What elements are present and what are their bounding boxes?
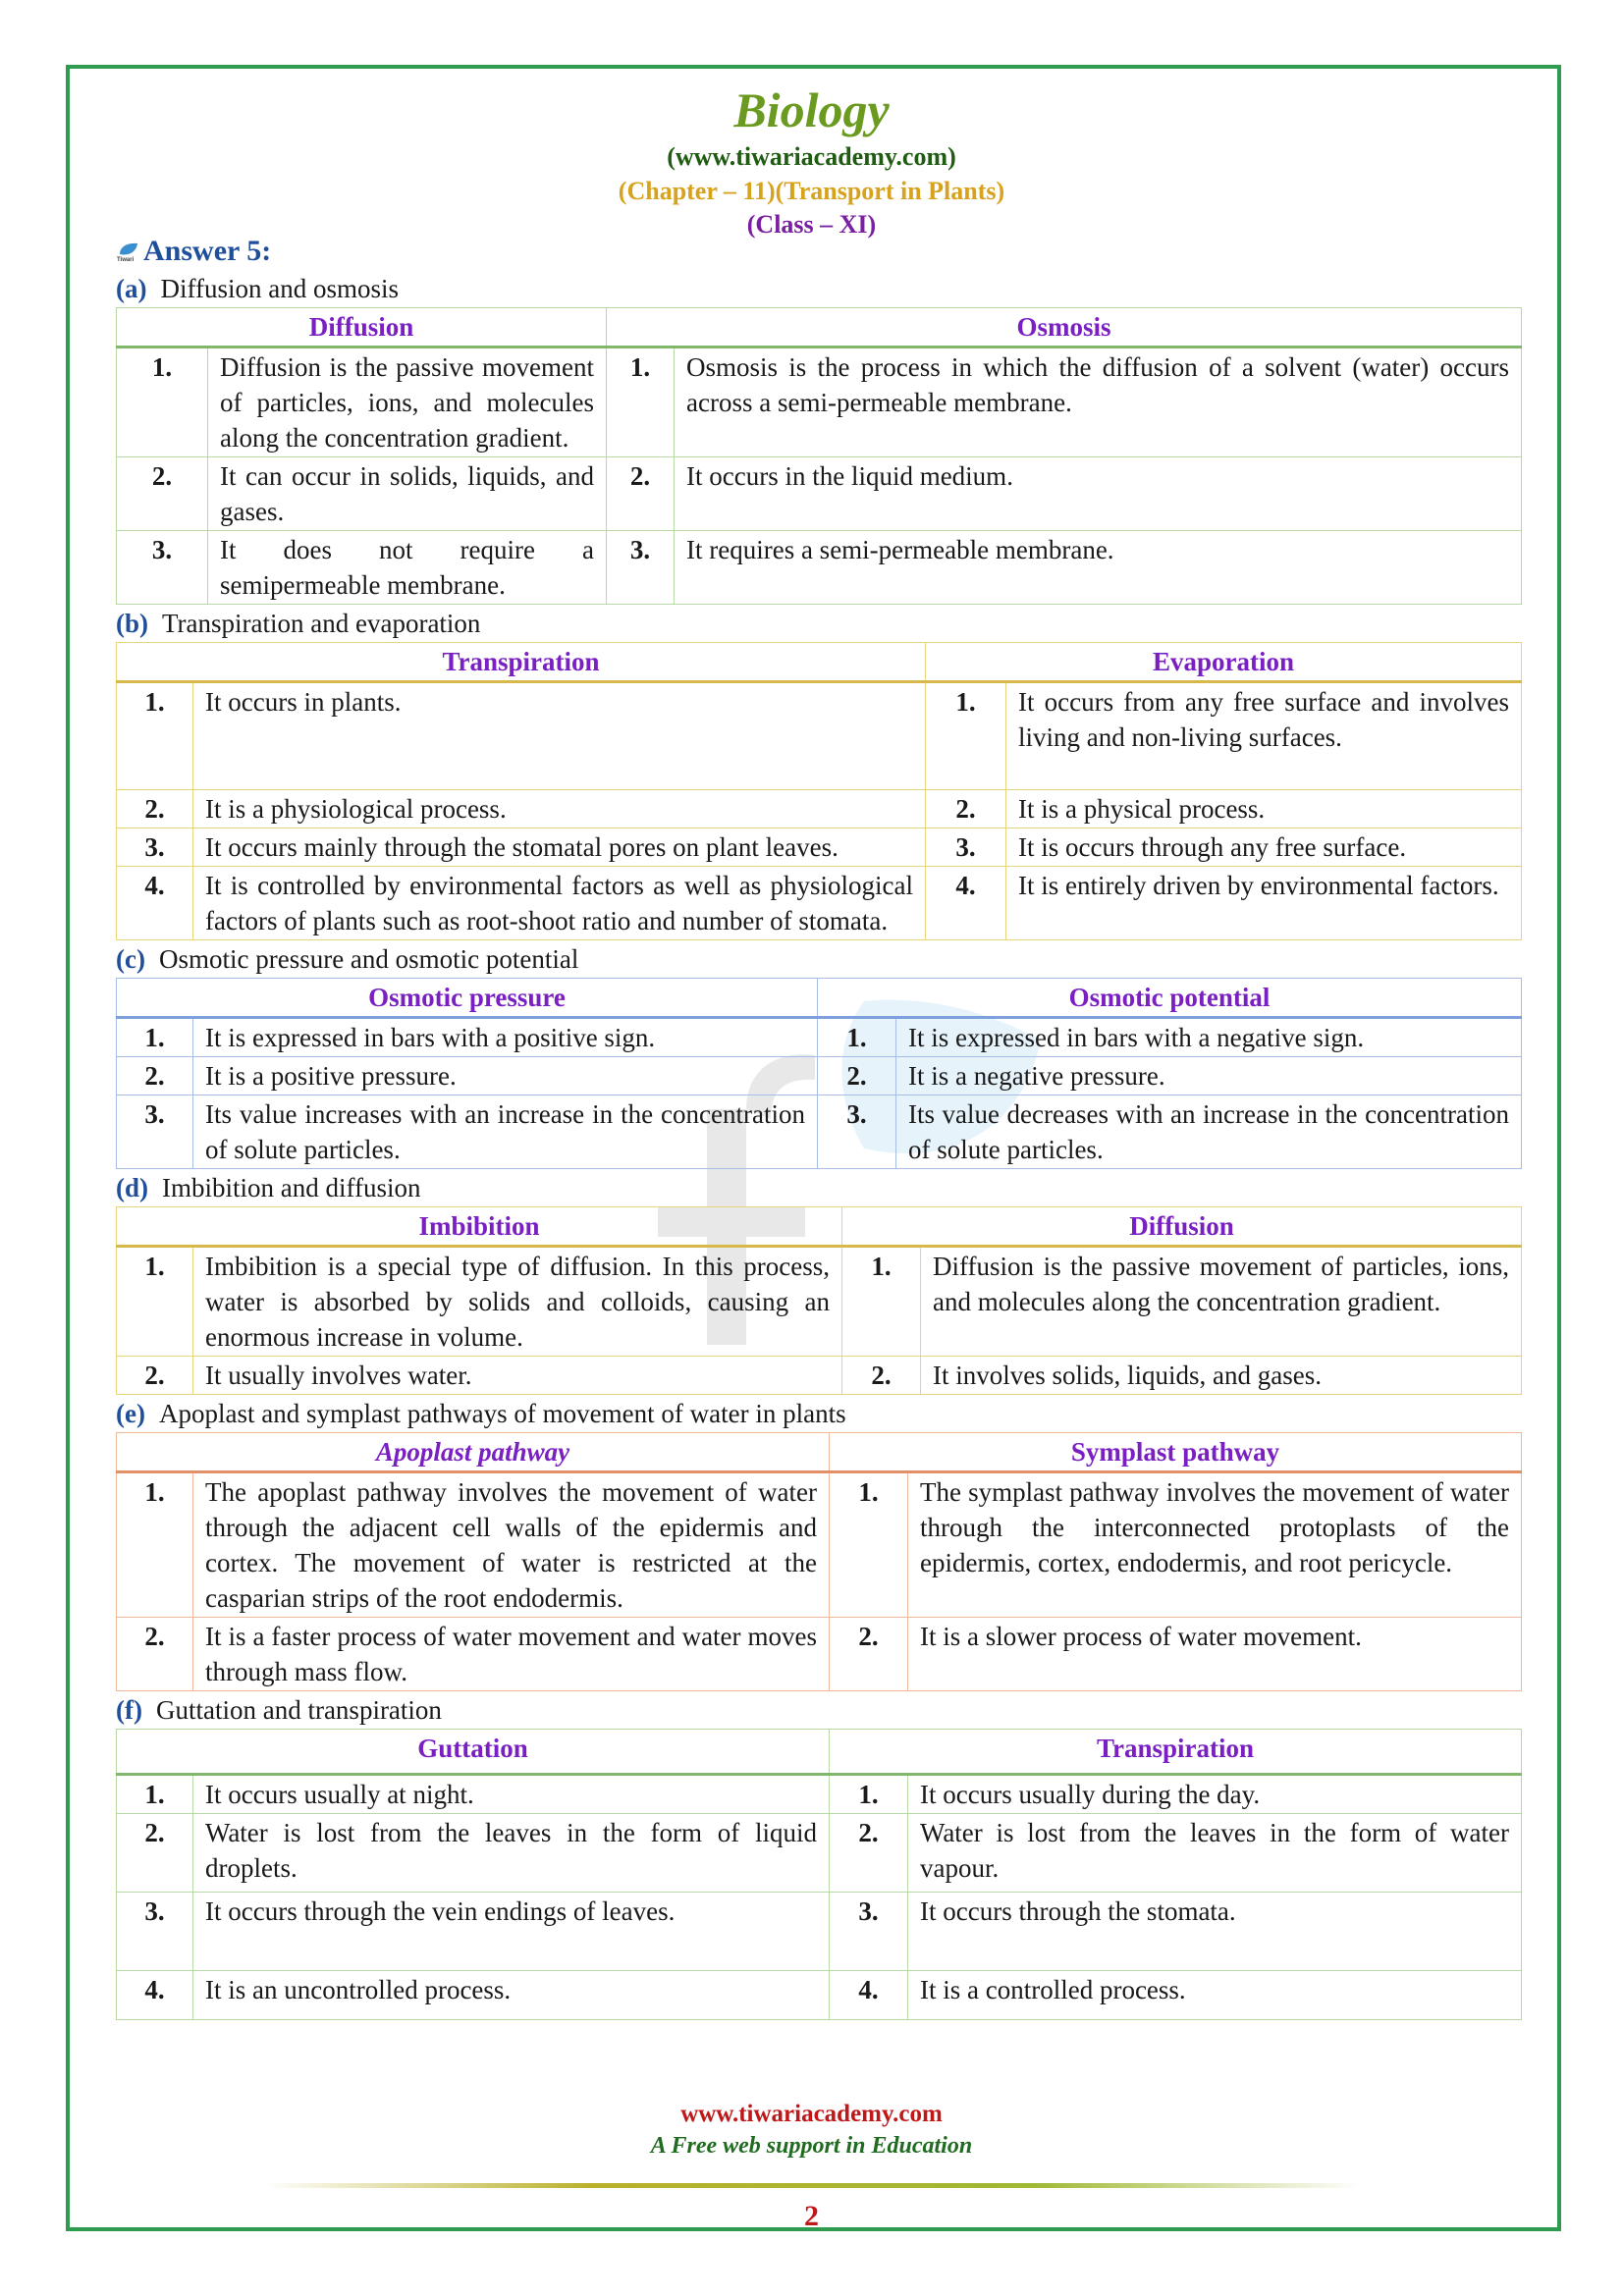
row-number: 2. [117,1814,193,1893]
table-row [117,1018,1522,1057]
row-number: 3. [117,1095,193,1169]
row-number: 3. [117,828,193,867]
cell-right: It occurs through the stomata. [908,1893,1522,1971]
cell-right: It is a physical process. [1006,790,1522,828]
page-footer [0,2099,1623,2162]
cell-right: The symplast pathway involves the movement of water through the interconnected protoplasts of the epidermis, cortex, endodermis, and root pericycle. [908,1472,1522,1618]
tiwari-logo-icon [116,240,141,262]
class-label: (Class – XI) [746,210,877,239]
section-title: Diffusion and osmosis [160,274,399,303]
row-number: 4. [117,1971,193,2020]
table-row [117,1057,1522,1095]
column-header-right: Osmotic potential [818,979,1522,1018]
section-f-heading [116,1691,1522,1729]
cell-left: Its value increases with an increase in the concentration of solute particles. [193,1095,818,1169]
section-e-heading [116,1395,1522,1432]
section-title: Osmotic pressure and osmotic potential [158,944,579,974]
cell-right: Water is lost from the leaves in the form of water vapour. [908,1814,1522,1893]
table-row [117,1247,1522,1357]
cell-left: It is controlled by environmental factors as well as physiological factors of plants such as root-shoot ratio and number of stomata. [193,867,926,940]
row-number: 3. [117,1893,193,1971]
answer-heading [116,233,1522,270]
section-label: (f) [116,1695,142,1725]
svg-text:Tiwari: Tiwari [117,257,135,262]
column-header-left: Apoplast pathway [117,1433,830,1472]
table-row [117,531,1522,605]
cell-left: It is a faster process of water movement and water moves through mass flow. [193,1618,830,1691]
row-number: 2. [117,790,193,828]
row-number: 1. [818,1018,896,1057]
section-label: (b) [116,609,148,638]
table-row [117,347,1522,457]
column-header-right: Osmosis [607,308,1522,347]
footer-website-link[interactable]: www.tiwariacademy.com [680,2101,943,2127]
row-number: 2. [818,1057,896,1095]
row-number: 1. [842,1247,921,1357]
row-number: 2. [830,1814,908,1893]
section-label: (c) [116,944,145,974]
page-number: 2 [804,2200,819,2232]
row-number: 2. [117,1357,193,1395]
cell-left: It occurs mainly through the stomatal pores on plant leaves. [193,828,926,867]
section-b-heading [116,605,1522,642]
cell-left: It does not require a semipermeable membrane. [208,531,607,605]
answer-content [116,233,1522,2020]
cell-left: It occurs through the vein endings of leaves. [193,1893,830,1971]
table-row [117,1095,1522,1169]
cell-left: It is a positive pressure. [193,1057,818,1095]
chapter-title: (Chapter – 11)(Transport in Plants) [618,177,1005,205]
row-number: 1. [830,1775,908,1814]
cell-right: It is occurs through any free surface. [1006,828,1522,867]
cell-left: It occurs usually at night. [193,1775,830,1814]
answer-title: Answer 5: [143,235,272,267]
cell-left: It is expressed in bars with a positive sign. [193,1018,818,1057]
row-number: 3. [607,531,675,605]
row-number: 1. [830,1472,908,1618]
table-row [117,1472,1522,1618]
cell-right: It involves solids, liquids, and gases. [921,1357,1522,1395]
table-header-row [117,1433,1522,1472]
footer-divider [263,2183,1361,2188]
table-header-row [117,1730,1522,1775]
table-row [117,1775,1522,1814]
table-row [117,790,1522,828]
section-title: Apoplast and symplast pathways of movement of water in plants [158,1399,846,1428]
cell-left: It usually involves water. [193,1357,842,1395]
table-row [117,1971,1522,2020]
column-header-right: Evaporation [926,643,1522,682]
row-number: 3. [830,1893,908,1971]
cell-right: It occurs usually during the day. [908,1775,1522,1814]
cell-right: It is a slower process of water movement. [908,1618,1522,1691]
cell-right: Osmosis is the process in which the diffusion of a solvent (water) occurs across a semi-permeable membrane. [675,347,1522,457]
section-label: (e) [116,1399,145,1428]
cell-right: Its value decreases with an increase in the concentration of solute particles. [896,1095,1522,1169]
row-number: 2. [607,457,675,531]
section-c-heading [116,940,1522,978]
table-row [117,457,1522,531]
row-number: 2. [117,457,208,531]
cell-left: It occurs in plants. [193,682,926,790]
row-number: 1. [117,1018,193,1057]
row-number: 2. [842,1357,921,1395]
cell-right: It is entirely driven by environmental factors. [1006,867,1522,940]
column-header-right: Symplast pathway [830,1433,1522,1472]
cell-left: Imbibition is a special type of diffusion. In this process, water is absorbed by solids and colloids, causing an enormous increase in volume. [193,1247,842,1357]
table-imbibition-diffusion [116,1206,1522,1395]
header-website: (www.tiwariacademy.com) [667,142,956,171]
cell-right: It occurs in the liquid medium. [675,457,1522,531]
cell-right: It is expressed in bars with a negative sign. [896,1018,1522,1057]
column-header-left: Osmotic pressure [117,979,818,1018]
row-number: 2. [117,1618,193,1691]
row-number: 3. [926,828,1006,867]
table-header-row [117,643,1522,682]
row-number: 3. [117,531,208,605]
section-a-heading [116,270,1522,307]
table-row [117,1814,1522,1893]
row-number: 4. [117,867,193,940]
section-title: Imbibition and diffusion [162,1173,421,1202]
row-number: 1. [117,1247,193,1357]
subject-title: Biology [733,82,890,137]
column-header-left: Transpiration [117,643,926,682]
table-transpiration-evaporation [116,642,1522,940]
row-number: 1. [117,347,208,457]
row-number: 1. [926,682,1006,790]
table-header-row [117,1207,1522,1247]
row-number: 2. [926,790,1006,828]
column-header-left: Diffusion [117,308,607,347]
cell-right: It occurs from any free surface and involves living and non-living surfaces. [1006,682,1522,790]
column-header-right: Diffusion [842,1207,1522,1247]
page-header [0,80,1623,241]
row-number: 1. [607,347,675,457]
cell-left: It can occur in solids, liquids, and gases. [208,457,607,531]
section-label: (a) [116,274,147,303]
cell-left: Diffusion is the passive movement of particles, ions, and molecules along the concentration gradient. [208,347,607,457]
cell-right: Diffusion is the passive movement of particles, ions, and molecules along the concentration gradient. [921,1247,1522,1357]
cell-left: Water is lost from the leaves in the form of liquid droplets. [193,1814,830,1893]
cell-left: It is an uncontrolled process. [193,1971,830,2020]
footer-tagline: A Free web support in Education [650,2133,973,2159]
cell-left: It is a physiological process. [193,790,926,828]
table-row [117,828,1522,867]
row-number: 2. [830,1618,908,1691]
table-apoplast-symplast [116,1432,1522,1691]
table-guttation-transpiration [116,1729,1522,2020]
table-row [117,867,1522,940]
table-osmotic-pressure-potential [116,978,1522,1169]
column-header-right: Transpiration [830,1730,1522,1775]
column-header-left: Guttation [117,1730,830,1775]
table-row [117,1618,1522,1691]
cell-left: The apoplast pathway involves the movement of water through the adjacent cell walls of the epidermis and cortex. The movement of water is restricted at the casparian strips of the root endodermis. [193,1472,830,1618]
row-number: 1. [117,682,193,790]
row-number: 3. [818,1095,896,1169]
section-d-heading [116,1169,1522,1206]
table-header-row [117,979,1522,1018]
table-row [117,1357,1522,1395]
section-label: (d) [116,1173,148,1202]
section-title: Guttation and transpiration [155,1695,442,1725]
row-number: 4. [926,867,1006,940]
cell-right: It is a negative pressure. [896,1057,1522,1095]
column-header-left: Imbibition [117,1207,842,1247]
table-row [117,682,1522,790]
row-number: 4. [830,1971,908,2020]
cell-right: It is a controlled process. [908,1971,1522,2020]
row-number: 1. [117,1775,193,1814]
table-row [117,1893,1522,1971]
row-number: 1. [117,1472,193,1618]
table-header-row [117,308,1522,347]
table-diffusion-osmosis [116,307,1522,605]
row-number: 2. [117,1057,193,1095]
section-title: Transpiration and evaporation [162,609,481,638]
cell-right: It requires a semi-permeable membrane. [675,531,1522,605]
